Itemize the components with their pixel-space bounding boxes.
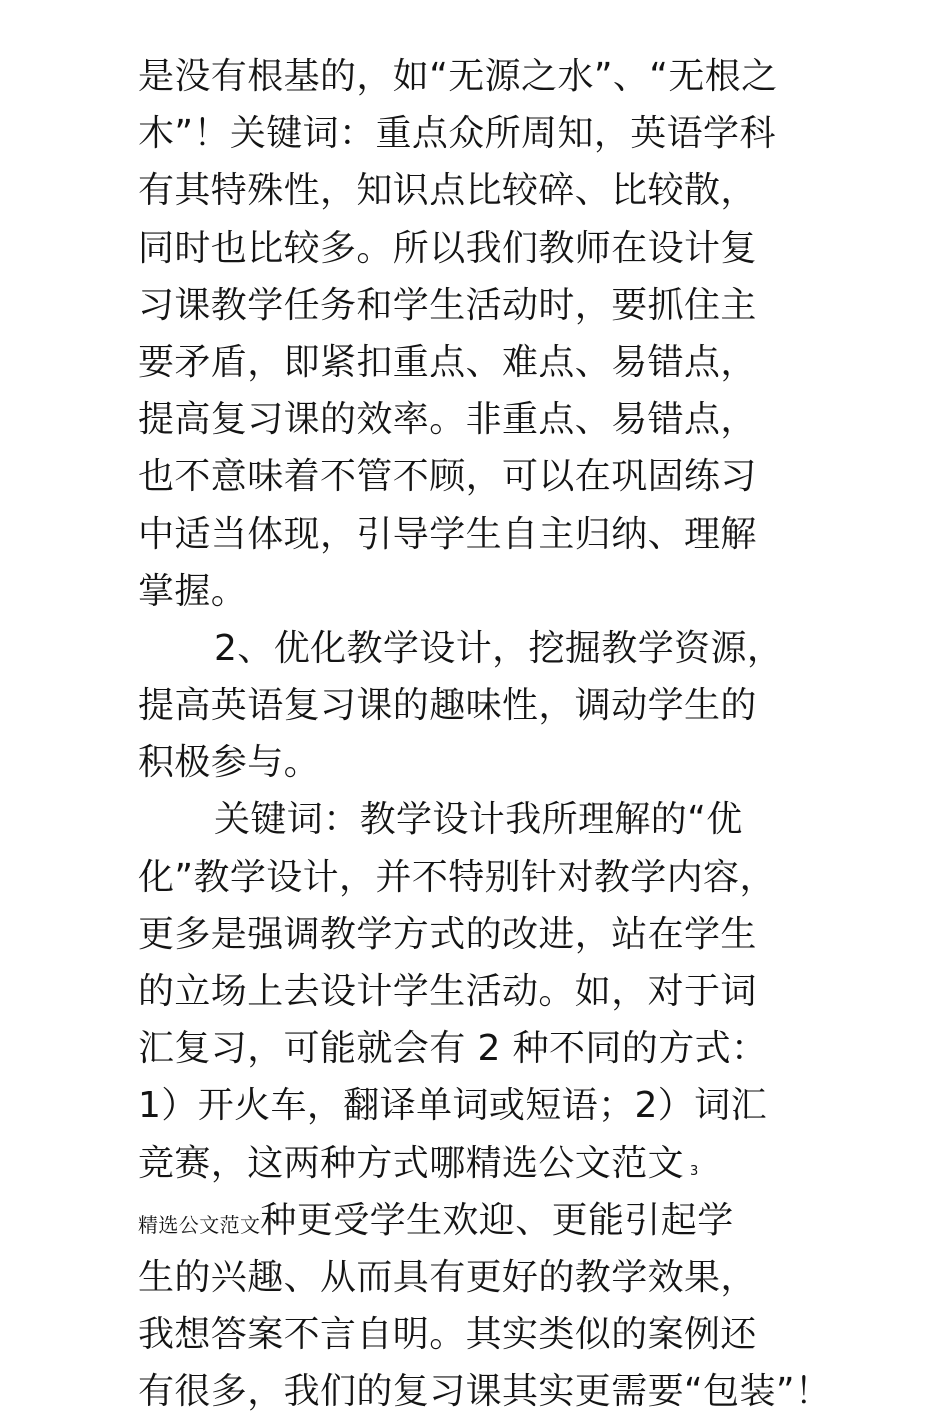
text-line: 积极参与。 (138, 742, 321, 784)
text-line: 要矛盾，即紧扣重点、难点、易错点， (138, 341, 757, 383)
text-line: 中适当体现，引导学生自主归纳、理解 (138, 513, 757, 555)
text-line: 汇复习，可能就会有 2 种不同的方式： (138, 1028, 768, 1070)
text-line: 习课教学任务和学生活动时，要抓住主 (138, 284, 757, 326)
text-line: 的立场上去设计学生活动。如，对于词 (138, 971, 757, 1012)
body-text (138, 48, 898, 1421)
text-line: 也不意味着不管不顾，可以在巩固练习 (138, 456, 757, 498)
text-line: 掌握。 (138, 570, 248, 612)
text-line: 提高英语复习课的趣味性，调动学生的 (138, 685, 757, 727)
text-line-with-page-number (138, 1135, 898, 1192)
text-line: 我想答案不言自明。其实类似的案例还 (138, 1314, 757, 1356)
section-heading-line: 2、优化教学设计，挖掘教学资源， (214, 627, 784, 669)
text-line-with-footer-tag (138, 1192, 898, 1249)
footer-tag: 精选公文范文 (138, 1212, 261, 1237)
text-line: 更多是强调教学方式的改进，站在学生 (138, 913, 757, 955)
paragraph-start-line: 关键词：教学设计我所理解的“优 (214, 799, 743, 841)
text-line: 生的兴趣、从而具有更好的教学效果， (138, 1256, 757, 1298)
text-line: 1）开火车，翻译单词或短语；2）词汇 (138, 1085, 768, 1127)
text-span: 种更受学生欢迎、更能引起学 (260, 1199, 734, 1241)
text-line: 提高复习课的效率。非重点、易错点， (138, 399, 757, 441)
text-line: 有很多，我们的复习课其实更需要“包装”！ (138, 1371, 832, 1413)
page-number: 3 (690, 1163, 699, 1179)
text-line: 是没有根基的，如“无源之水”、“无根之 (138, 56, 778, 97)
text-line: 同时也比较多。所以我们教师在设计复 (138, 227, 757, 269)
text-span: 竞赛，这两种方式哪精选公文范文 (138, 1142, 685, 1184)
text-line: 木”！关键词：重点众所周知，英语学科 (138, 113, 776, 155)
text-line: 化”教学设计，并不特别针对教学内容， (138, 856, 776, 898)
text-line: 有其特殊性，知识点比较碎、比较散， (138, 170, 757, 212)
